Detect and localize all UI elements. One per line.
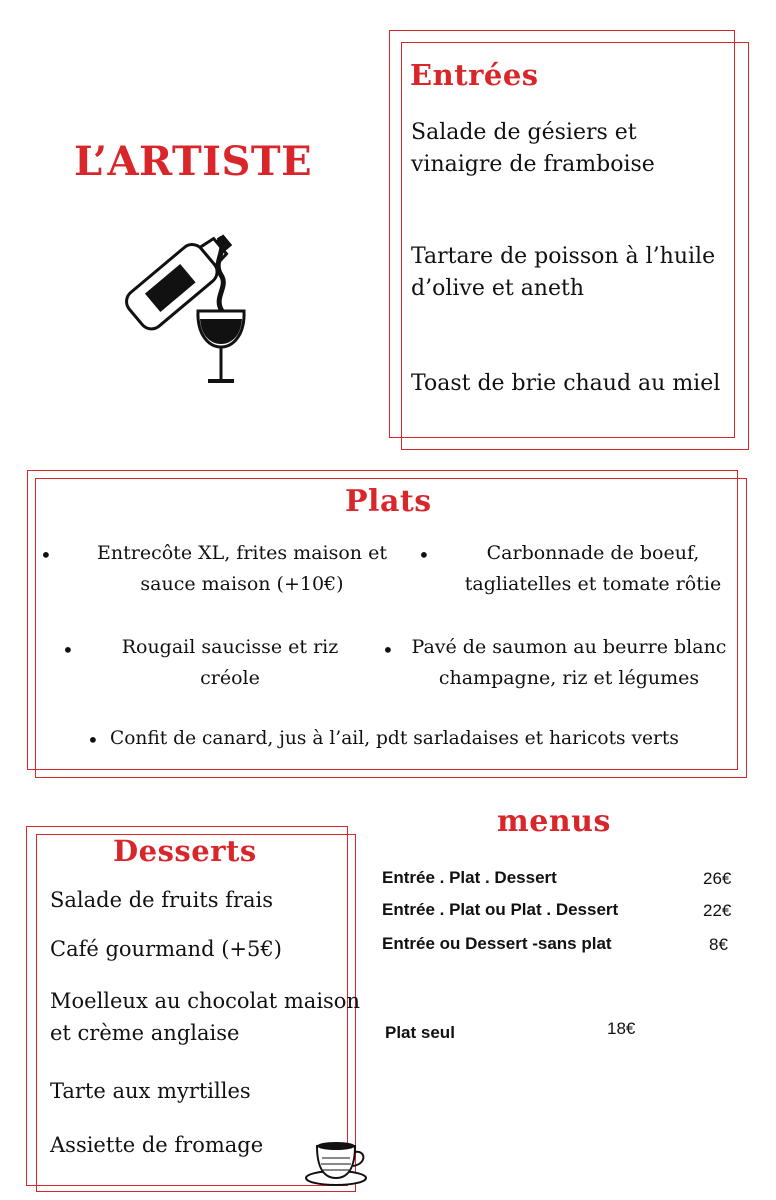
menu-price: 18€ bbox=[607, 1019, 636, 1038]
entree-item: Tartare de poisson à l’huile d’olive et aneth bbox=[411, 244, 716, 301]
menu-name: Plat seul bbox=[385, 1023, 455, 1042]
dessert-item: Café gourmand (+5€) bbox=[50, 937, 282, 961]
plats-heading: Plats bbox=[345, 484, 432, 519]
menus-heading: menus bbox=[497, 804, 611, 839]
dessert-item: Assiette de fromage bbox=[50, 1133, 264, 1157]
entree-item: Toast de brie chaud au miel bbox=[411, 371, 721, 396]
menu-name: Entrée ou Dessert -sans plat bbox=[382, 934, 612, 953]
wine-bottle-pouring-icon bbox=[108, 225, 253, 387]
menu-price: 22€ bbox=[703, 901, 732, 920]
plat-item: Entrecôte XL, frites maison et sauce maison (+10€) bbox=[97, 542, 387, 595]
dessert-item: Salade de fruits frais bbox=[50, 888, 274, 912]
plat-item: Confit de canard, jus à l’ail, pdt sarladaises et haricots verts bbox=[110, 728, 679, 749]
menu-price: 26€ bbox=[703, 869, 732, 888]
menu-name: Entrée . Plat ou Plat . Dessert bbox=[382, 900, 619, 919]
desserts-heading: Desserts bbox=[113, 834, 257, 868]
bullet: • bbox=[418, 543, 430, 567]
dessert-item: Moelleux au chocolat maison et crème anglaise bbox=[50, 989, 360, 1045]
restaurant-title: L’ARTISTE bbox=[74, 138, 313, 185]
dessert-item: Tarte aux myrtilles bbox=[50, 1079, 251, 1103]
plat-item: Rougail saucisse et riz créole bbox=[121, 636, 339, 689]
menu-price: 8€ bbox=[709, 935, 728, 954]
coffee-cup-icon bbox=[303, 1136, 373, 1188]
plat-item: Carbonnade de boeuf, tagliatelles et tomate rôtie bbox=[464, 542, 722, 595]
bullet: • bbox=[382, 638, 394, 662]
bullet: • bbox=[40, 543, 52, 567]
entrees-heading: Entrées bbox=[410, 58, 539, 92]
bullet: • bbox=[87, 728, 99, 752]
bullet: • bbox=[62, 638, 74, 662]
entree-item: Salade de gésiers et vinaigre de framboise bbox=[411, 120, 655, 177]
menu-name: Entrée . Plat . Dessert bbox=[382, 868, 557, 887]
plat-item: Pavé de saumon au beurre blanc champagne, riz et légumes bbox=[411, 636, 727, 689]
